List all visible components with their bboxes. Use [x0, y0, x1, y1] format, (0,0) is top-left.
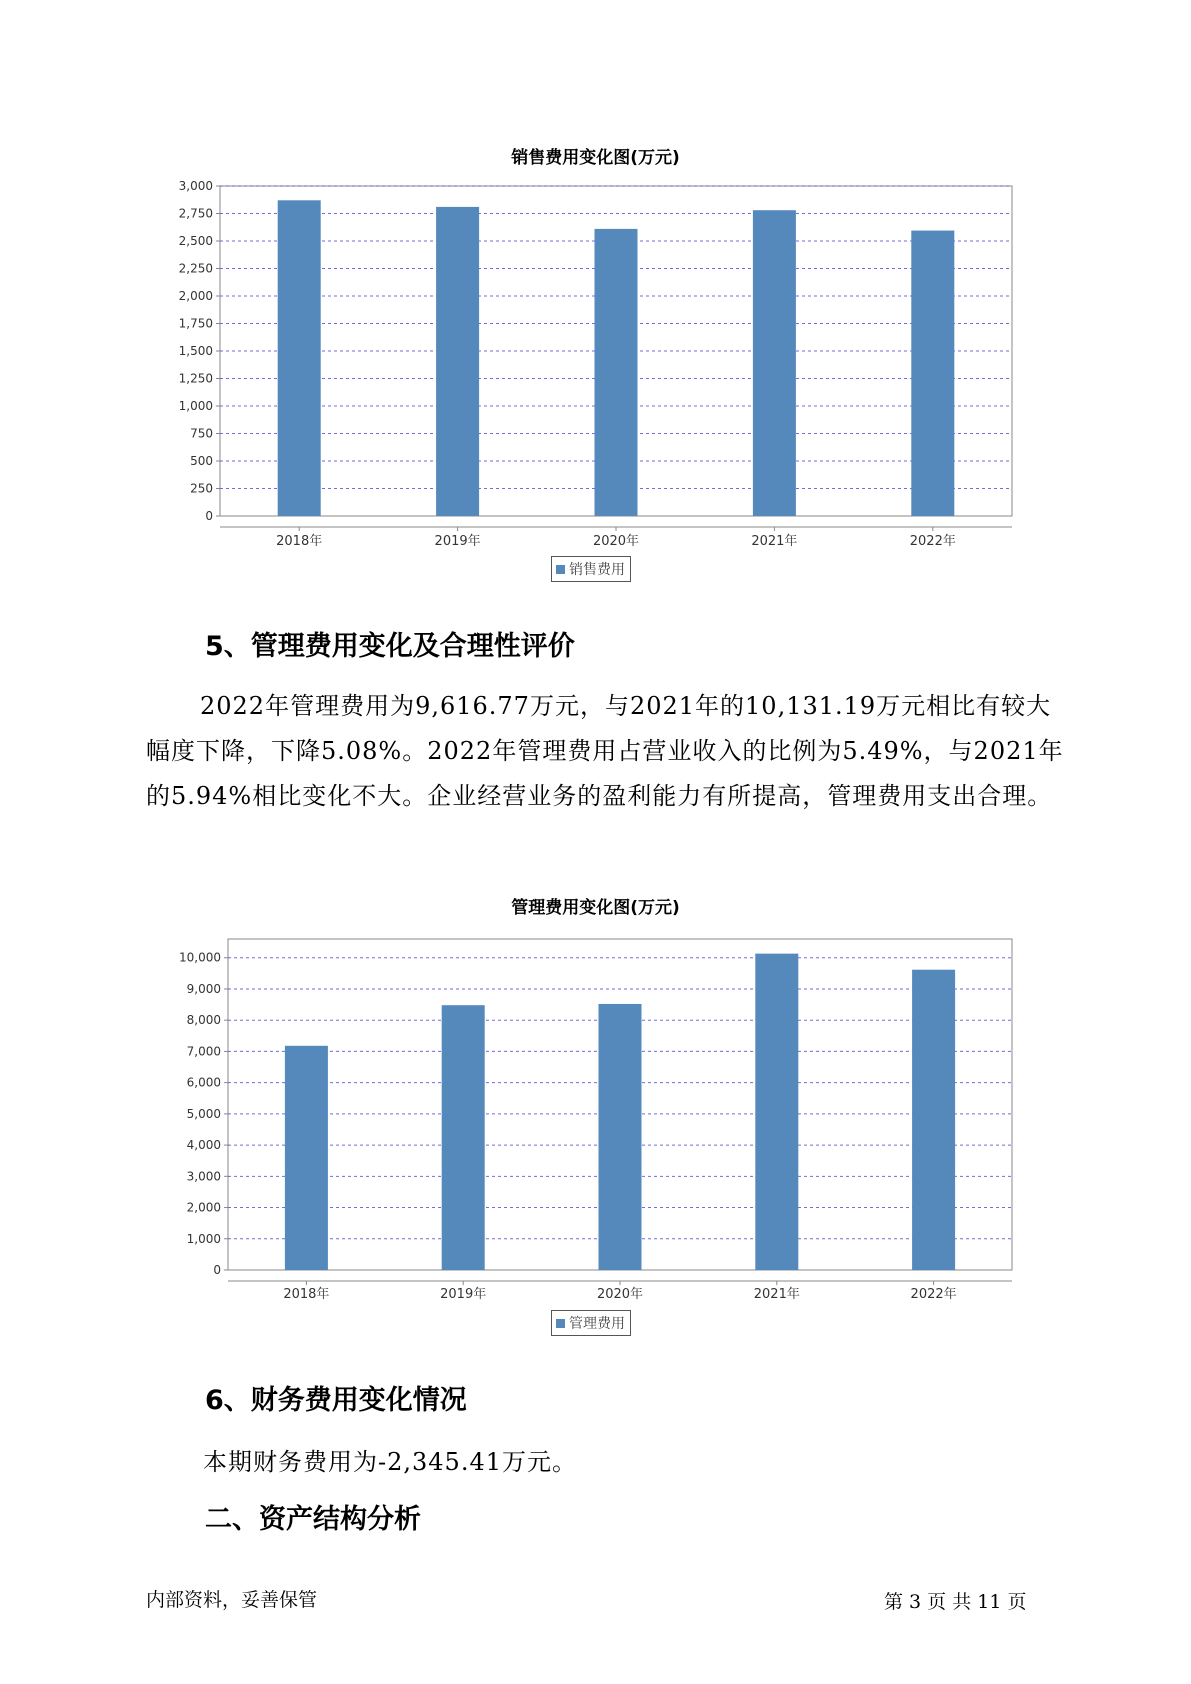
y-tick-label: 2,500: [178, 234, 213, 248]
y-tick-label: 8,000: [186, 1013, 221, 1028]
section-6-paragraph: 本期财务费用为-2,345.41万元。: [203, 1448, 577, 1476]
y-tick-label: 2,250: [178, 261, 213, 276]
y-tick-label: 1,500: [178, 344, 213, 358]
bar: [912, 970, 955, 1270]
bar: [755, 954, 798, 1270]
footer-page-number: 第 3 页 共 11 页: [884, 1591, 1027, 1613]
legend-label: 销售费用: [569, 562, 625, 578]
y-tick-label: 10,000: [179, 950, 221, 965]
y-tick-label: 1,000: [186, 1231, 221, 1246]
x-tick-label: 2018年: [283, 1287, 330, 1302]
bar: [599, 1004, 642, 1270]
chart-title: 管理费用变化图(万元): [511, 898, 680, 918]
y-tick-label: 4,000: [186, 1138, 221, 1153]
y-tick-label: 7,000: [186, 1044, 221, 1059]
y-tick-label: 5,000: [186, 1106, 221, 1121]
legend-swatch: [556, 1319, 565, 1328]
y-tick-label: 3,000: [178, 179, 213, 193]
legend-label: 管理费用: [569, 1316, 625, 1332]
chart-title: 销售费用变化图(万元): [511, 148, 680, 168]
y-tick-label: 2,000: [186, 1200, 221, 1215]
bar: [285, 1046, 328, 1270]
bar: [442, 1005, 485, 1270]
section-two-heading: 二、资产结构分析: [205, 1504, 421, 1535]
section-5-paragraph: 2022年管理费用为9,616.77万元，与2021年的10,131.19万元相比有较大幅度下降，下降5.08%。2022年管理费用占营业收入的比例为5.49%，与2021年的5.94%相比变化不大。企业经营业务的盈利能力有所提高，管理费用支出合理。: [146, 692, 1064, 810]
footer-confidential-note: 内部资料，妥善保管: [146, 1589, 318, 1611]
y-tick-label: 2,750: [178, 206, 213, 221]
y-tick-label: 3,000: [186, 1169, 221, 1184]
y-tick-label: 6,000: [186, 1075, 221, 1090]
x-tick-label: 2018年: [276, 534, 323, 549]
chart-legend: [551, 1310, 631, 1336]
y-tick-label: 500: [190, 454, 213, 468]
x-tick-label: 2020年: [592, 534, 640, 549]
section-5-heading: 5、管理费用变化及合理性评价: [205, 631, 575, 662]
y-tick-label: 9,000: [186, 981, 221, 996]
y-tick-label: 1,250: [178, 371, 213, 386]
x-tick-label: 2019年: [434, 534, 481, 549]
x-tick-label: 2021年: [753, 1287, 800, 1302]
x-tick-label: 2021年: [751, 534, 798, 549]
y-tick-label: 1,750: [178, 316, 213, 331]
y-tick-label: 2,000: [178, 289, 213, 303]
section-6-heading: 6、财务费用变化情况: [205, 1385, 467, 1416]
x-tick-label: 2022年: [910, 1287, 957, 1302]
x-tick-label: 2022年: [909, 534, 956, 549]
y-tick-label: 0: [205, 509, 213, 523]
y-tick-label: 0: [213, 1263, 221, 1277]
y-tick-label: 1,000: [178, 399, 213, 413]
y-tick-label: 750: [190, 426, 213, 441]
x-tick-label: 2019年: [440, 1287, 487, 1302]
y-tick-label: 250: [190, 481, 213, 496]
x-tick-label: 2020年: [596, 1287, 644, 1302]
